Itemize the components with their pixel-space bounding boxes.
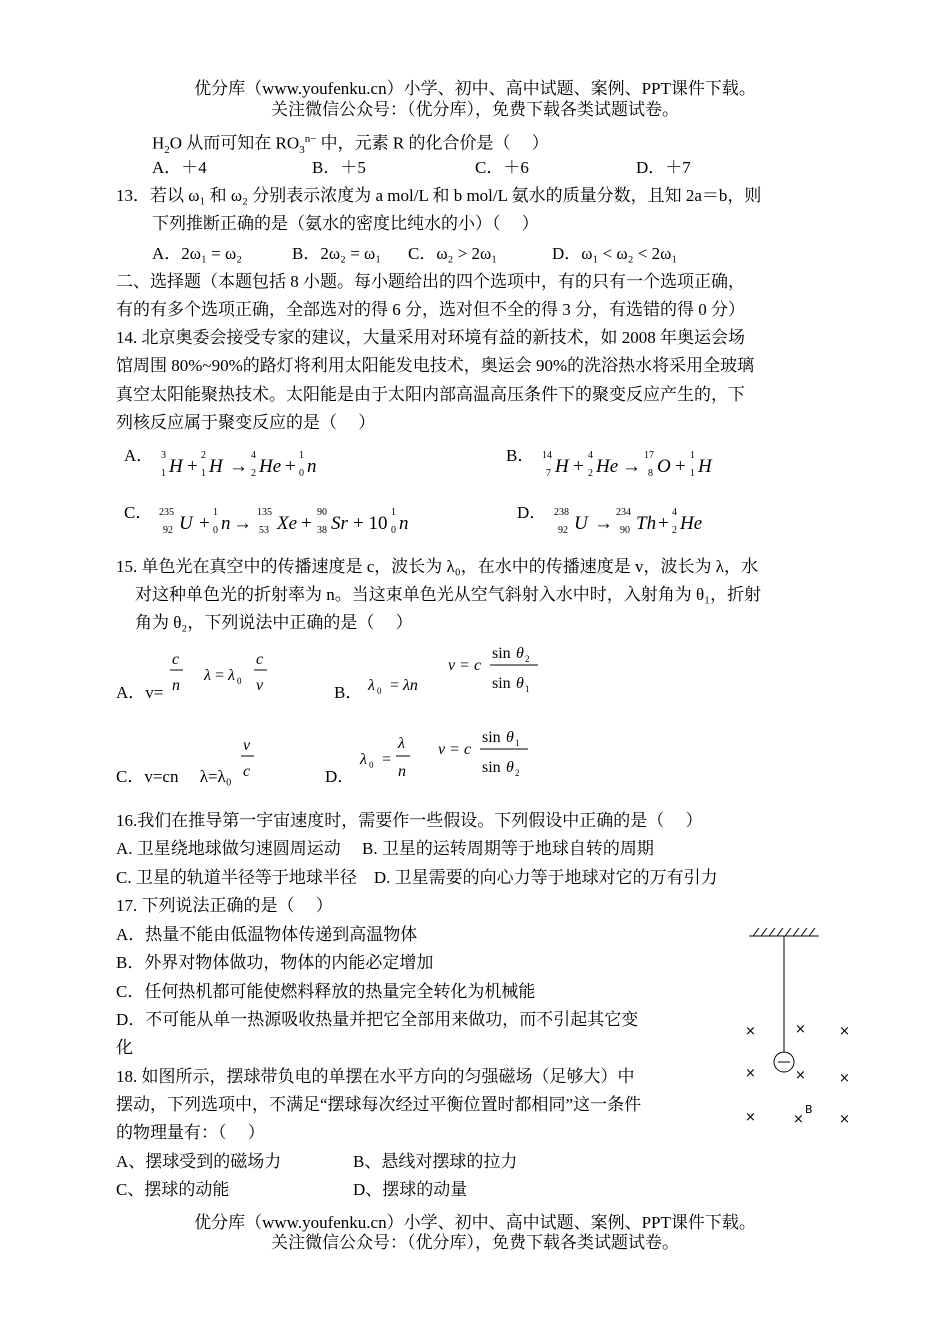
q12-option-d: D．＋7 xyxy=(636,158,691,177)
svg-text:θ: θ xyxy=(506,729,514,746)
svg-text:Sr: Sr xyxy=(331,513,348,534)
svg-text:1: 1 xyxy=(690,450,695,461)
section2-line-2: 有的有多个选项正确，全部选对的得 6 分，选对但不全的得 3 分，有选错的得 0 分） xyxy=(116,300,745,319)
svg-text:0: 0 xyxy=(369,760,374,770)
q14-label-c: C． xyxy=(124,503,153,522)
svg-text:92: 92 xyxy=(558,525,568,536)
q16-options-row-1: A. 卫星绕地球做匀速圆周运动 B. 卫星的运转周期等于地球自转的周期 xyxy=(116,839,654,858)
svg-text:+: + xyxy=(675,456,686,477)
svg-text:n: n xyxy=(221,513,231,534)
q12-option-a: A．＋4 xyxy=(152,158,207,177)
q15-formula-a xyxy=(166,648,276,700)
svg-text:×: × xyxy=(839,1071,850,1086)
pendulum-magnetic-field-figure xyxy=(735,920,865,1130)
svg-text:sin: sin xyxy=(482,729,501,746)
magnetic-field-label: B xyxy=(805,1103,813,1116)
q18-line-1: 18. 如图所示，摆球带负电的单摆在水平方向的匀强磁场（足够大）中 xyxy=(116,1067,635,1086)
q12-stem: $H_2O$ 从而可知在 $RO_3^{n-}$ 中，元素 R 的化合价是（ ） xyxy=(152,133,549,157)
svg-text:U: U xyxy=(574,513,588,534)
svg-text:0: 0 xyxy=(299,468,304,479)
svg-text:He: He xyxy=(680,513,703,534)
q17-option-a: A．热量不能由低温物体传递到高温物体 xyxy=(116,925,418,944)
svg-text:53: 53 xyxy=(259,525,269,536)
svg-text:1: 1 xyxy=(690,468,695,479)
q17-option-b: B．外界对物体做功，物体的内能必定增加 xyxy=(116,953,434,972)
svg-text:+: + xyxy=(301,513,312,534)
svg-text:c: c xyxy=(172,651,180,668)
q13-line-2: 下列推断正确的是（氨水的密度比纯水的小）（ ） xyxy=(152,214,539,233)
svg-text:sin: sin xyxy=(492,645,511,662)
svg-text:=: = xyxy=(390,677,400,694)
svg-text:38: 38 xyxy=(317,525,327,536)
q13-option-b: B．2ω₂ = ω₁ xyxy=(292,244,382,263)
q14-equation-b xyxy=(538,447,738,483)
svg-text:sin: sin xyxy=(492,675,511,692)
svg-text:8: 8 xyxy=(648,468,653,479)
svg-text:λ: λ xyxy=(360,751,367,768)
svg-text:×: × xyxy=(839,1112,850,1127)
q14-line-3: 真空太阳能聚热技术。太阳能是由于太阳内部高温高压条件下的聚变反应产生的，下 xyxy=(116,385,745,404)
q17-option-c: C．任何热机都可能使燃料释放的热量完全转化为机械能 xyxy=(116,982,536,1001)
svg-text:λ: λ xyxy=(368,677,375,694)
q15-option-c: C．v=cn λ=λ₀ xyxy=(116,767,232,786)
q15-option-d: D． xyxy=(325,767,355,786)
svg-text:1: 1 xyxy=(515,738,520,748)
svg-text:×: × xyxy=(793,1112,804,1127)
svg-text:n: n xyxy=(307,456,317,477)
q18-option-a: A、摆球受到的磁场力 xyxy=(116,1152,282,1171)
svg-text:λn: λn xyxy=(403,677,418,694)
svg-text:=: = xyxy=(215,667,225,684)
svg-text:1: 1 xyxy=(525,684,530,694)
svg-text:+ 10: + 10 xyxy=(353,513,388,534)
svg-text:+: + xyxy=(199,513,210,534)
svg-text:17: 17 xyxy=(644,450,654,461)
svg-text:c: c xyxy=(474,657,482,674)
svg-text:2: 2 xyxy=(515,768,520,778)
svg-text:n: n xyxy=(398,763,406,780)
svg-text:v: v xyxy=(448,657,456,674)
svg-text:=: = xyxy=(382,751,392,768)
svg-text:0: 0 xyxy=(237,676,242,686)
q14-equation-c xyxy=(155,504,445,540)
svg-text:238: 238 xyxy=(554,507,569,518)
svg-text:Th: Th xyxy=(636,513,657,534)
svg-text:H: H xyxy=(209,456,223,477)
svg-text:θ: θ xyxy=(516,675,524,692)
svg-text:λ: λ xyxy=(204,667,211,684)
q15-option-a: A．v= xyxy=(116,683,164,702)
q18-option-c: C、摆球的动能 xyxy=(116,1180,230,1199)
svg-text:H: H xyxy=(698,456,712,477)
svg-text:+: + xyxy=(187,456,198,477)
svg-text:sin: sin xyxy=(482,759,501,776)
svg-text:14: 14 xyxy=(542,450,552,461)
svg-text:90: 90 xyxy=(620,525,630,536)
q17-option-d-wrap: 化 xyxy=(116,1038,133,1057)
q14-label-d: D． xyxy=(517,503,547,522)
svg-text:2: 2 xyxy=(672,525,677,536)
q13-option-a: A．2ω₁ = ω₂ xyxy=(152,244,243,263)
svg-text:2: 2 xyxy=(525,654,530,664)
svg-text:1: 1 xyxy=(161,468,166,479)
svg-text:→: → xyxy=(622,456,641,477)
q13-line-1: 13．若以 ω₁ 和 ω₂ 分别表示浓度为 a mol/L 和 b mol/L 氨水的质量分数，且知 2a＝b，则 xyxy=(116,186,762,205)
svg-text:1: 1 xyxy=(213,507,218,518)
svg-text:=: = xyxy=(460,657,470,674)
svg-text:0: 0 xyxy=(213,525,218,536)
q15-formula-d1 xyxy=(358,732,418,786)
svg-text:He: He xyxy=(596,456,619,477)
q15-line-2: 对这种单色光的折射率为 n。当这束单色光从空气斜射入水中时，入射角为 θ₁，折射 xyxy=(135,585,762,604)
svg-text:+: + xyxy=(573,456,584,477)
svg-text:v: v xyxy=(243,737,251,754)
svg-text:U: U xyxy=(179,513,193,534)
q18-line-2: 摆动，下列选项中，不满足“摆球每次经过平衡位置时都相同”这一条件 xyxy=(116,1095,642,1114)
svg-text:n: n xyxy=(399,513,409,534)
svg-text:λ: λ xyxy=(228,667,235,684)
q18-option-b: B、悬线对摆球的拉力 xyxy=(353,1152,518,1171)
svg-text:→: → xyxy=(233,513,252,534)
svg-text:θ: θ xyxy=(506,759,514,776)
svg-text:+: + xyxy=(285,456,296,477)
q14-line-4: 列核反应属于聚变反应的是（ ） xyxy=(116,413,376,432)
q15-option-b: B． xyxy=(334,683,363,702)
svg-text:135: 135 xyxy=(257,507,272,518)
svg-text:c: c xyxy=(464,741,472,758)
q15-line-1: 15. 单色光在真空中的传播速度是 c，波长为 λ₀，在水中的传播速度是 v，波长为 λ，水 xyxy=(116,557,758,576)
svg-text:n: n xyxy=(172,677,180,694)
q14-label-b: B． xyxy=(506,446,535,465)
q18-line-3: 的物理量有：（ ） xyxy=(116,1123,265,1142)
svg-text:0: 0 xyxy=(377,686,382,696)
svg-text:→: → xyxy=(594,513,613,534)
svg-text:92: 92 xyxy=(163,525,173,536)
q12-option-c: C．＋6 xyxy=(475,158,529,177)
svg-text:1: 1 xyxy=(201,468,206,479)
q13-option-c: C．ω₂ > 2ω₁ xyxy=(408,244,498,263)
svg-text:1: 1 xyxy=(391,507,396,518)
header-line-1: 优分库（www.youfenku.cn）小学、初中、高中试题、案例、PPT课件下载。 xyxy=(194,79,756,98)
svg-text:2: 2 xyxy=(588,468,593,479)
svg-text:4: 4 xyxy=(672,507,677,518)
svg-text:c: c xyxy=(243,763,251,780)
svg-text:234: 234 xyxy=(616,507,631,518)
svg-text:H: H xyxy=(169,456,183,477)
svg-text:c: c xyxy=(256,651,264,668)
svg-text:v: v xyxy=(256,677,264,694)
q15-line-3: 角为 θ₂，下列说法中正确的是（ ） xyxy=(135,613,413,632)
q18-option-d: D、摆球的动量 xyxy=(353,1180,468,1199)
svg-text:2: 2 xyxy=(201,450,206,461)
svg-text:H: H xyxy=(555,456,569,477)
svg-text:4: 4 xyxy=(251,450,256,461)
svg-text:90: 90 xyxy=(317,507,327,518)
q14-equation-d xyxy=(550,504,740,540)
q14-line-1: 14. 北京奥委会接受专家的建议，大量采用对环境有益的新技术，如 2008 年奥运会场 xyxy=(116,328,745,347)
svg-text:→: → xyxy=(229,456,248,477)
svg-text:×: × xyxy=(795,1022,806,1037)
q15-formula-b1 xyxy=(366,670,436,698)
svg-text:×: × xyxy=(839,1024,850,1039)
svg-text:λ: λ xyxy=(398,735,405,752)
svg-text:7: 7 xyxy=(546,468,551,479)
q16-options-row-2: C. 卫星的轨道半径等于地球半径 D. 卫星需要的向心力等于地球对它的万有引力 xyxy=(116,868,718,887)
svg-text:He: He xyxy=(259,456,282,477)
q12-option-b: B．＋5 xyxy=(312,158,366,177)
svg-text:O: O xyxy=(657,456,671,477)
svg-text:3: 3 xyxy=(161,450,166,461)
footer-line-1: 优分库（www.youfenku.cn）小学、初中、高中试题、案例、PPT课件下载。 xyxy=(194,1213,756,1232)
svg-text:=: = xyxy=(450,741,460,758)
footer-line-2: 关注微信公众号：（优分库），免费下载各类试题试卷。 xyxy=(271,1233,679,1252)
section2-line-1: 二、选择题（本题包括 8 小题。每小题给出的四个选项中，有的只有一个选项正确， xyxy=(116,272,745,291)
q15-formula-d2 xyxy=(436,724,536,784)
svg-text:×: × xyxy=(745,1110,756,1125)
svg-text:0: 0 xyxy=(391,525,396,536)
q16-stem: 16.我们在推导第一宇宙速度时，需要作一些假设。下列假设中正确的是（ ） xyxy=(116,811,703,830)
svg-text:×: × xyxy=(795,1068,806,1083)
q13-option-d: D．ω₁ < ω₂ < 2ω₁ xyxy=(552,244,678,263)
svg-text:+: + xyxy=(658,513,669,534)
svg-text:235: 235 xyxy=(159,507,174,518)
svg-text:2: 2 xyxy=(251,468,256,479)
q17-stem: 17. 下列说法正确的是（ ） xyxy=(116,896,333,915)
q14-label-a: A． xyxy=(124,446,154,465)
svg-text:Xe: Xe xyxy=(277,513,298,534)
svg-text:×: × xyxy=(745,1066,756,1081)
q14-line-2: 馆周围 80%~90%的路灯将利用太阳能发电技术，奥运会 90%的洗浴热水将采用全玻璃 xyxy=(116,356,755,375)
q17-option-d: D．不可能从单一热源吸收热量并把它全部用来做功，而不引起其它变 xyxy=(116,1010,639,1029)
svg-text:4: 4 xyxy=(588,450,593,461)
svg-text:1: 1 xyxy=(299,450,304,461)
svg-text:v: v xyxy=(438,741,446,758)
q14-equation-a xyxy=(155,447,345,483)
svg-text:θ: θ xyxy=(516,645,524,662)
q15-formula-c xyxy=(238,736,262,786)
header-line-2: 关注微信公众号：（优分库），免费下载各类试题试卷。 xyxy=(271,100,679,119)
q15-formula-b2 xyxy=(446,640,546,700)
svg-text:×: × xyxy=(745,1024,756,1039)
